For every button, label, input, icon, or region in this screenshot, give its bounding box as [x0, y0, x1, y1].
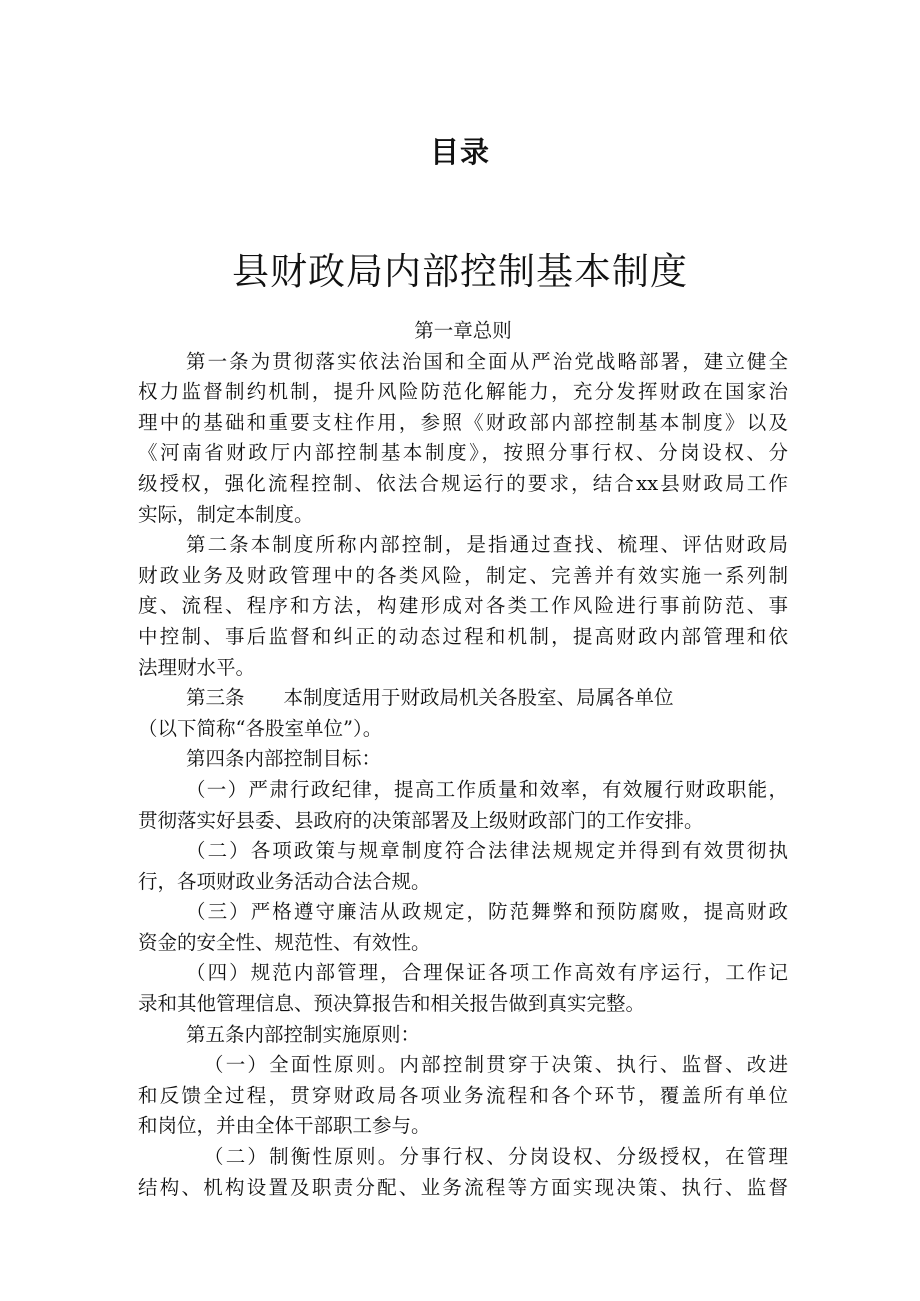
article-5-item-line: （一）全面性原则。内部控制贯穿于决策、执行、监督、改进 [204, 1053, 788, 1077]
article-2-line: 中控制、事后监督和纠正的动态过程和机制，提高财政内部管理和依 [138, 624, 788, 648]
article-4-item-line: （一）严肃行政纪律，提高工作质量和效率，有效履行财政职能， [186, 777, 788, 801]
document-title: 县财政局内部控制基本制度 [232, 250, 688, 293]
article-4-item-line: 录和其他管理信息、预决算报告和相关报告做到真实完整。 [138, 992, 646, 1016]
article-5-item-line: 和岗位，并由全体干部职工参与。 [138, 1114, 431, 1138]
article-5-heading: 第五条内部控制实施原则： [186, 1022, 421, 1046]
article-1-line: 理中的基础和重要支柱作用，参照《财政部内部控制基本制度》以及 [138, 410, 788, 434]
article-4-item-line: （二）各项政策与规章制度符合法律法规规定并得到有效贯彻执 [186, 839, 788, 863]
chapter-heading: 第一章总则 [414, 319, 512, 342]
article-2-line: 法理财水平。 [138, 655, 256, 679]
article-4-item-line: 贯彻落实好县委、县政府的决策部署及上级财政部门的工作安排。 [138, 808, 704, 832]
article-2-line: 第二条本制度所称内部控制，是指通过查找、梳理、评估财政局 [186, 533, 788, 557]
article-1-line: 《河南省财政厅内部控制基本制度》，按照分事行权、分岗设权、分 [138, 441, 788, 465]
article-4-item-line: （三）严格遵守廉洁从政规定，防范舞弊和预防腐败，提高财政 [186, 900, 788, 924]
article-4-item-line: 行，各项财政业务活动合法合规。 [138, 869, 431, 893]
article-1-line: 级授权，强化流程控制、依法合规运行的要求，结合xx县财政局工作 [138, 471, 788, 495]
article-5-item-line: 和反馈全过程，贯穿财政局各项业务流程和各个环节，覆盖所有单位 [138, 1083, 788, 1107]
article-4-item-line: （四）规范内部管理，合理保证各项工作高效有序运行，工作记 [186, 961, 788, 985]
article-5-item-line: （二）制衡性原则。分事行权、分岗设权、分级授权，在管理 [204, 1145, 788, 1169]
toc-heading: 目录 [429, 135, 490, 169]
article-2-line: 度、流程、程序和方法，构建形成对各类工作风险进行事前防范、事 [138, 594, 788, 618]
article-5-item-line: 结构、机构设置及职责分配、业务流程等方面实现决策、执行、监督 [138, 1175, 788, 1199]
article-1-line: 权力监督制约机制，提升风险防范化解能力，充分发挥财政在国家治 [138, 380, 788, 404]
article-4-item-line: 资金的安全性、规范性、有效性。 [138, 930, 431, 954]
document-body [138, 316, 788, 1203]
article-1-line: 实际，制定本制度。 [138, 502, 314, 526]
article-4-heading: 第四条内部控制目标： [186, 747, 382, 771]
article-3-line: 第三条 本制度适用于财政局机关各股室、局属各单位 [186, 686, 674, 710]
article-2-line: 财政业务及财政管理中的各类风险，制定、完善并有效实施一系列制 [138, 563, 788, 587]
article-3-line: （以下简称“各股室单位”）。 [138, 716, 383, 740]
article-1-line: 第一条为贯彻落实依法治国和全面从严治党战略部署，建立健全 [186, 349, 788, 373]
